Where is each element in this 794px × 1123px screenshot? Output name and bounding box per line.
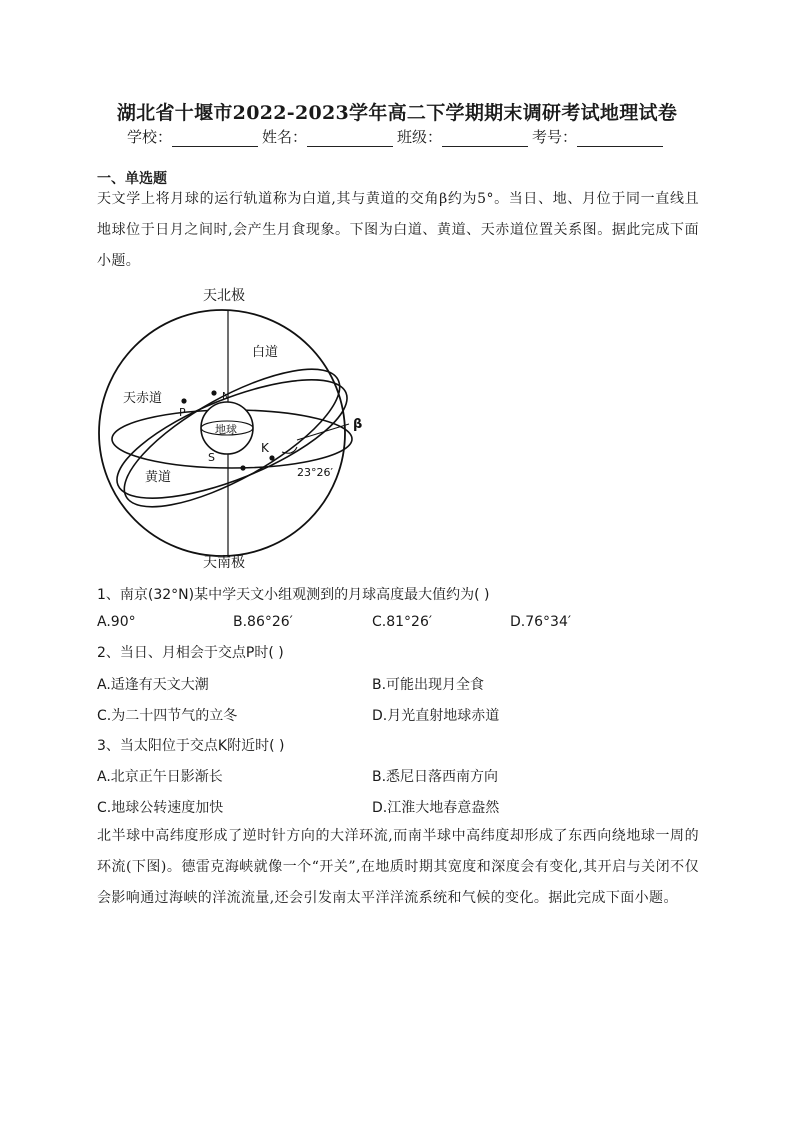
q3-option-c[interactable]: C.地球公转速度加快	[97, 800, 224, 816]
q1-option-d[interactable]: D.76°34′	[510, 614, 572, 630]
ecliptic-label: 黄道	[145, 470, 172, 485]
name-label: 姓名：	[261, 128, 307, 146]
q2-option-d[interactable]: D.月光直射地球赤道	[372, 708, 500, 724]
celestial-equator-label: 天赤道	[123, 391, 163, 406]
earth-label: 地球	[215, 423, 237, 436]
q3-option-b[interactable]: B.悉尼日落西南方向	[372, 769, 499, 785]
celestial-orbit-diagram	[97, 282, 367, 572]
point-p-label: P	[179, 406, 186, 419]
south-pole-label: 天南极	[203, 555, 245, 571]
point-p-dot	[181, 398, 186, 403]
q3-option-d[interactable]: D.江淮大地春意盎然	[372, 800, 500, 816]
point-lower-dot	[240, 465, 245, 470]
question-1: 1、南京(32°N)某中学天文小组观测到的月球高度最大值约为( )	[97, 587, 490, 603]
q1-option-a[interactable]: A.90°	[97, 614, 136, 630]
angle-label: 23°26′	[297, 466, 333, 479]
question-3: 3、当太阳位于交点K附近时( )	[97, 738, 285, 754]
q2-option-c[interactable]: C.为二十四节气的立冬	[97, 708, 238, 724]
point-n-dot	[211, 390, 216, 395]
q2-option-b[interactable]: B.可能出现月全食	[372, 677, 485, 693]
q1-option-b[interactable]: B.86°26′	[233, 614, 293, 630]
beta-label: β	[353, 417, 363, 432]
q2-option-a[interactable]: A.适逢有天文大潮	[97, 677, 209, 693]
passage-2: 北半球中高纬度形成了逆时针方向的大洋环流,而南半球中高纬度却形成了东西向绕地球一周的环流(下图)。德雷克海峡就像一个“开关”,在地质时期其宽度和深度会有变化,其开启与关闭不仅会影响通过海峡的洋流流量,还会引发南太平洋洋流系统和气候的变化。据此完成下面小题。	[97, 828, 699, 906]
school-blank[interactable]	[172, 131, 258, 147]
q1-option-c[interactable]: C.81°26′	[372, 614, 433, 630]
student-info-line	[0, 126, 794, 147]
exam-title: 湖北省十堰市2022-2023学年高二下学期期末调研考试地理试卷	[116, 102, 678, 124]
name-blank[interactable]	[307, 131, 393, 147]
north-pole-label: 天北极	[203, 288, 245, 304]
point-k-label: K	[261, 441, 269, 455]
exam-number-blank[interactable]	[577, 131, 663, 147]
school-label: 学校：	[126, 128, 172, 146]
point-k-dot	[269, 455, 274, 460]
moon-path-label: 白道	[252, 345, 279, 360]
passage-1: 天文学上将月球的运行轨道称为白道,其与黄道的交角β约为5°。当日、地、月位于同一直线且地球位于日月之间时,会产生月食现象。下图为白道、黄道、天赤道位置关系图。据此完成下面小题。	[97, 191, 699, 269]
class-blank[interactable]	[442, 131, 528, 147]
q3-option-a[interactable]: A.北京正午日影渐长	[97, 769, 223, 785]
class-label: 班级：	[397, 128, 443, 146]
point-n-label: N	[222, 391, 230, 402]
point-s-label: S	[208, 451, 215, 464]
beta-pointer	[297, 424, 349, 440]
question-2: 2、当日、月相会于交点P时( )	[97, 645, 284, 661]
exam-number-label: 考号：	[532, 128, 578, 146]
section-heading: 一、单选题	[97, 171, 167, 187]
